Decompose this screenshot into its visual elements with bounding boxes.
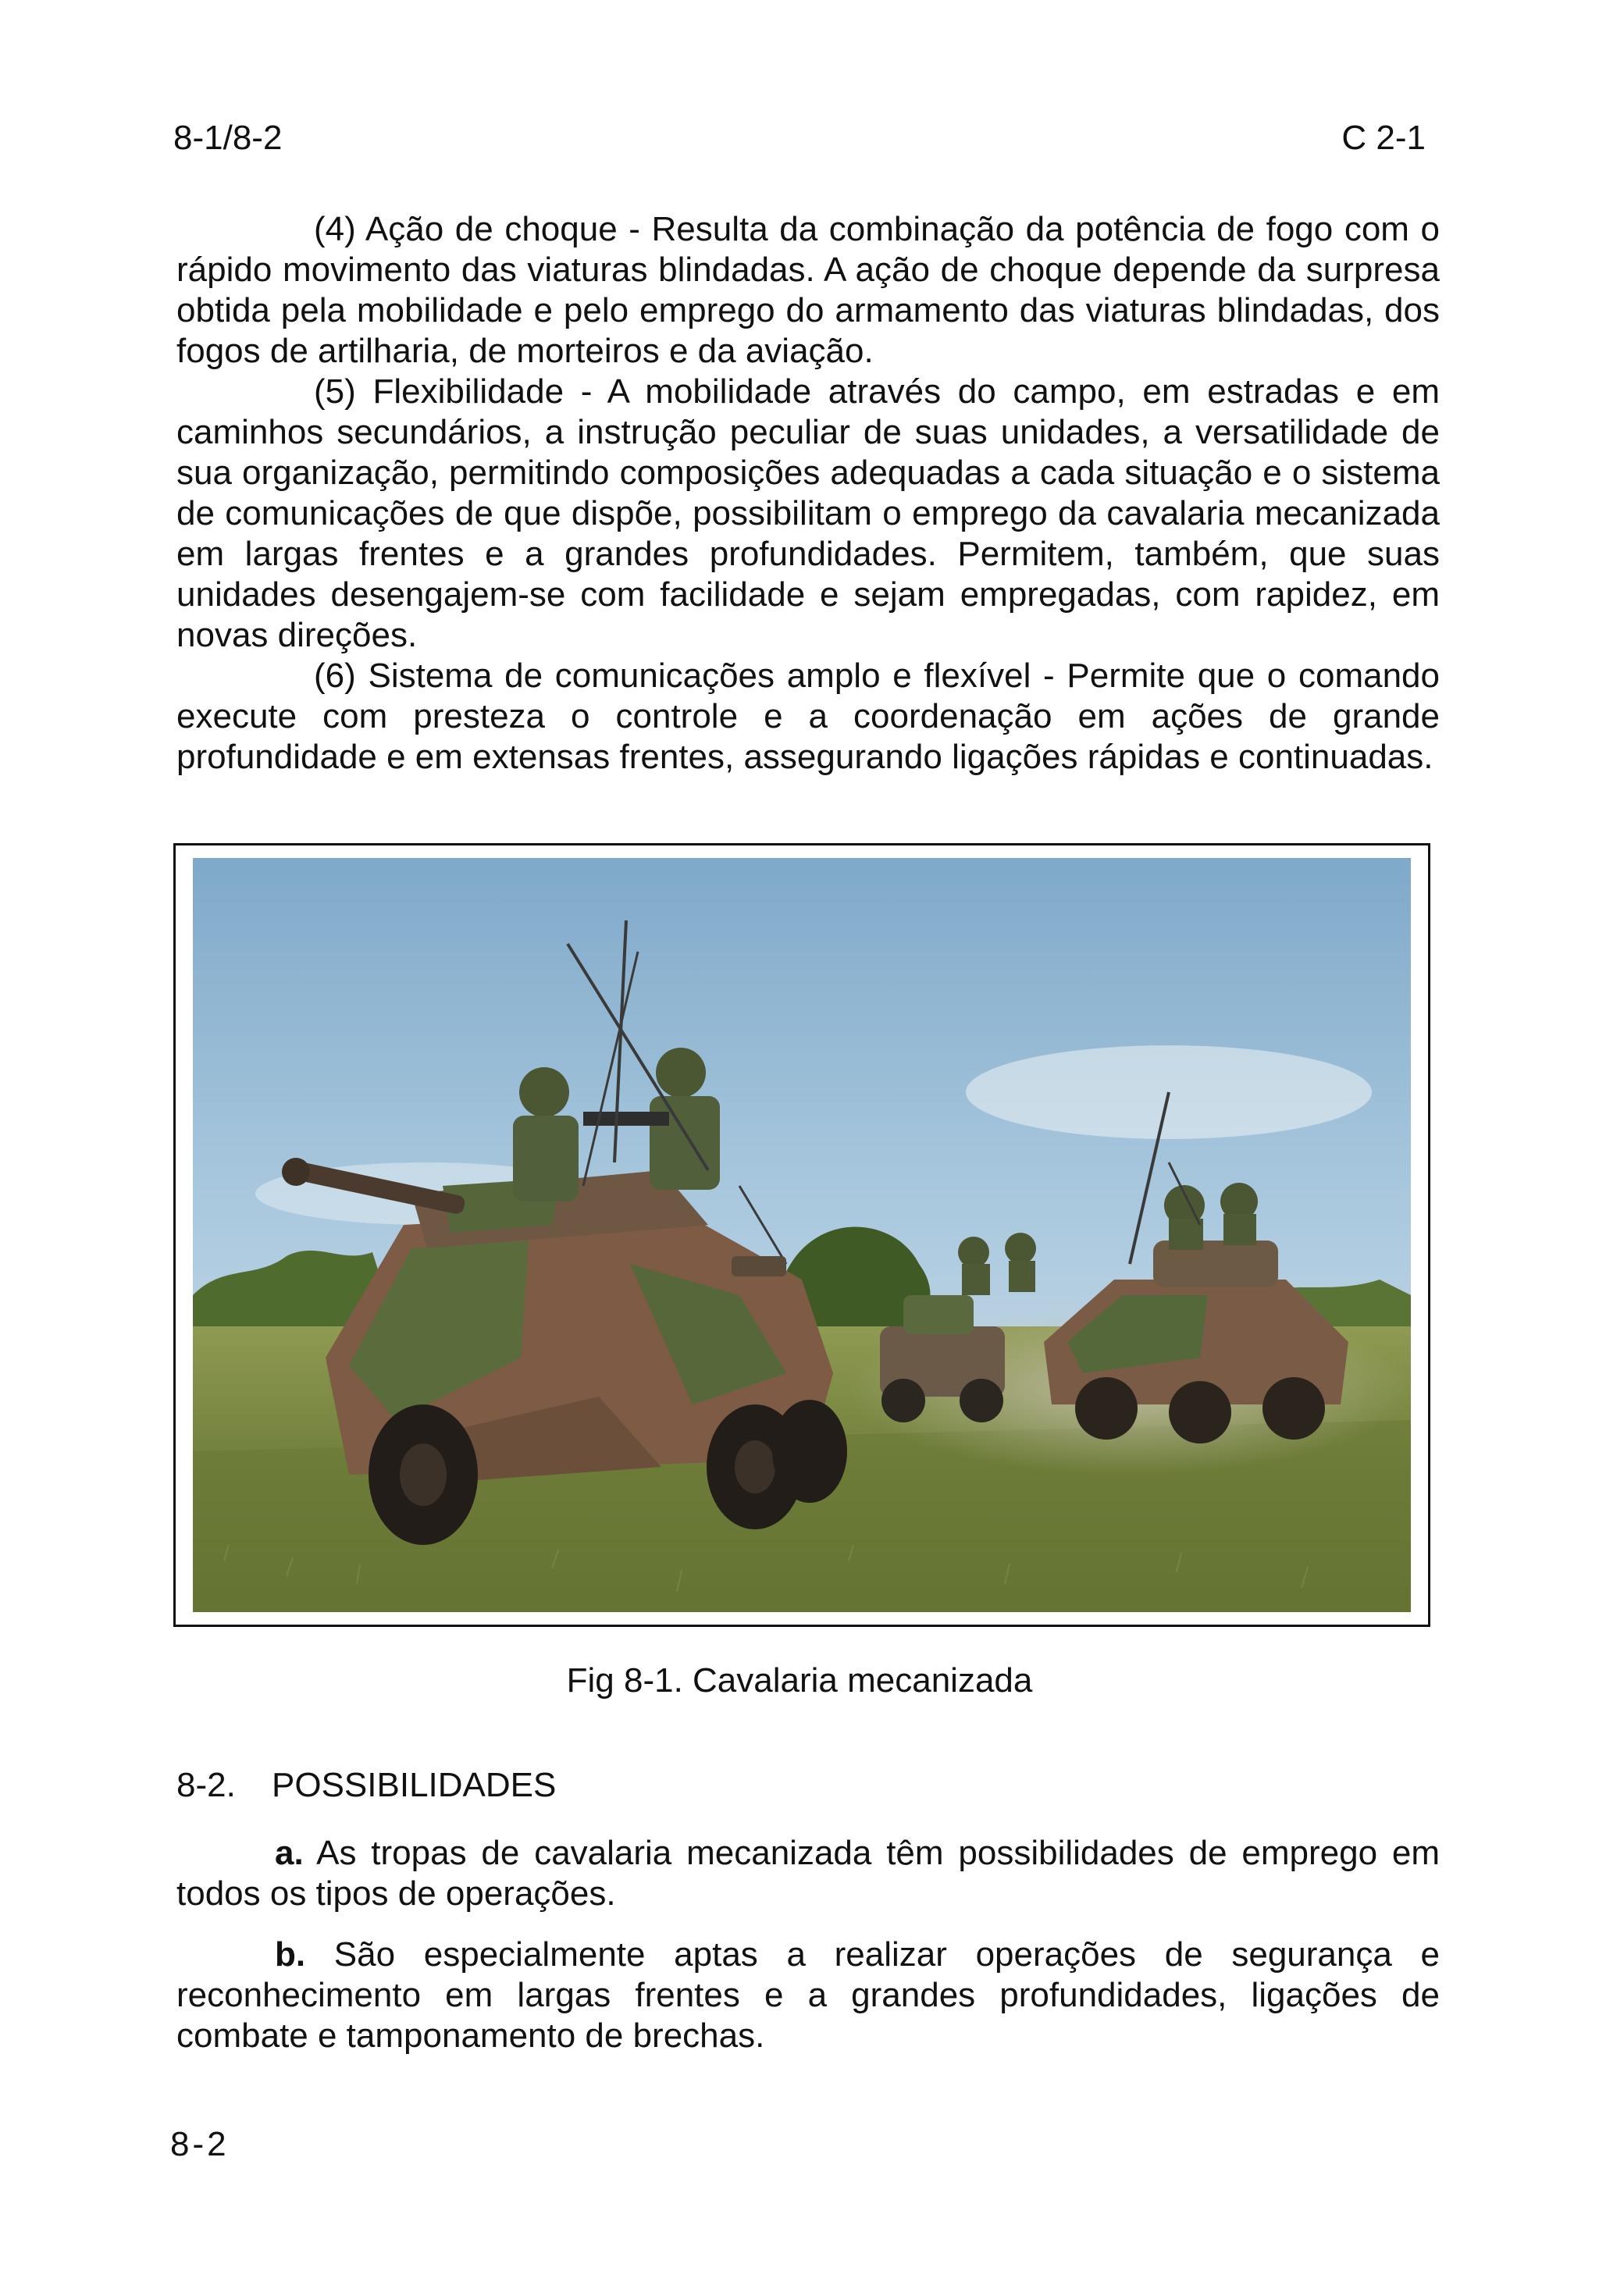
section-heading [176, 1766, 556, 1805]
figure-caption: Fig 8-1. Cavalaria mecanizada [566, 1661, 1033, 1700]
body-text [176, 209, 1440, 778]
item-a-marker: a. [275, 1834, 304, 1872]
page-number: 8-2 [170, 2125, 230, 2163]
paragraph-shock-action: (4) Ação de choque - Resulta da combinação da potência de fogo com o rápido movimento das viaturas blindadas. A ação de choque depende da surpresa obtida pela mobilidade e pelo emprego do armamento das viaturas blindadas, dos fogos de artilharia, de morteiros e da aviação. [176, 210, 1440, 370]
header-left: 8-1/8-2 [173, 119, 283, 157]
header-right: C 2-1 [1341, 119, 1426, 157]
item-b-marker: b. [275, 1935, 306, 1974]
section-title: POSSIBILIDADES [272, 1766, 557, 1804]
item-b [176, 1935, 1440, 2056]
item-b-text: São especialmente aptas a realizar operações de segurança e reconhecimento em largas frentes e a grandes profundidades, ligações de combate e tamponamento de brechas. [176, 1935, 1440, 2055]
section-number: 8-2. [176, 1766, 236, 1804]
figure-frame [173, 843, 1430, 1627]
item-a [176, 1833, 1440, 1914]
photo-illustration [193, 858, 1411, 1612]
item-a-text: As tropas de cavalaria mecanizada têm possibilidades de emprego em todos os tipos de operações. [176, 1834, 1440, 1913]
paragraph-communications: (6) Sistema de comunicações amplo e flexível - Permite que o comando execute com presteza o controle e a coordenação em ações de grande profundidade e em extensas frentes, assegurando ligações rápidas e continuadas. [176, 657, 1440, 776]
paragraph-flexibility: (5) Flexibilidade - A mobilidade através do campo, em estradas e em caminhos secundários, a instrução peculiar de suas unidades, a versatilidade de sua organização, permitindo composições adequadas a cada situação e o sistema de comunicações de que dispõe, possibilitam o emprego da cavalaria mecanizada em largas frentes e a grandes profundidades. Permitem, também, que suas unidades desengajem-se com facilidade e sejam empregadas, com rapidez, em novas direções. [176, 372, 1440, 654]
photo-armored-vehicles [193, 858, 1411, 1612]
